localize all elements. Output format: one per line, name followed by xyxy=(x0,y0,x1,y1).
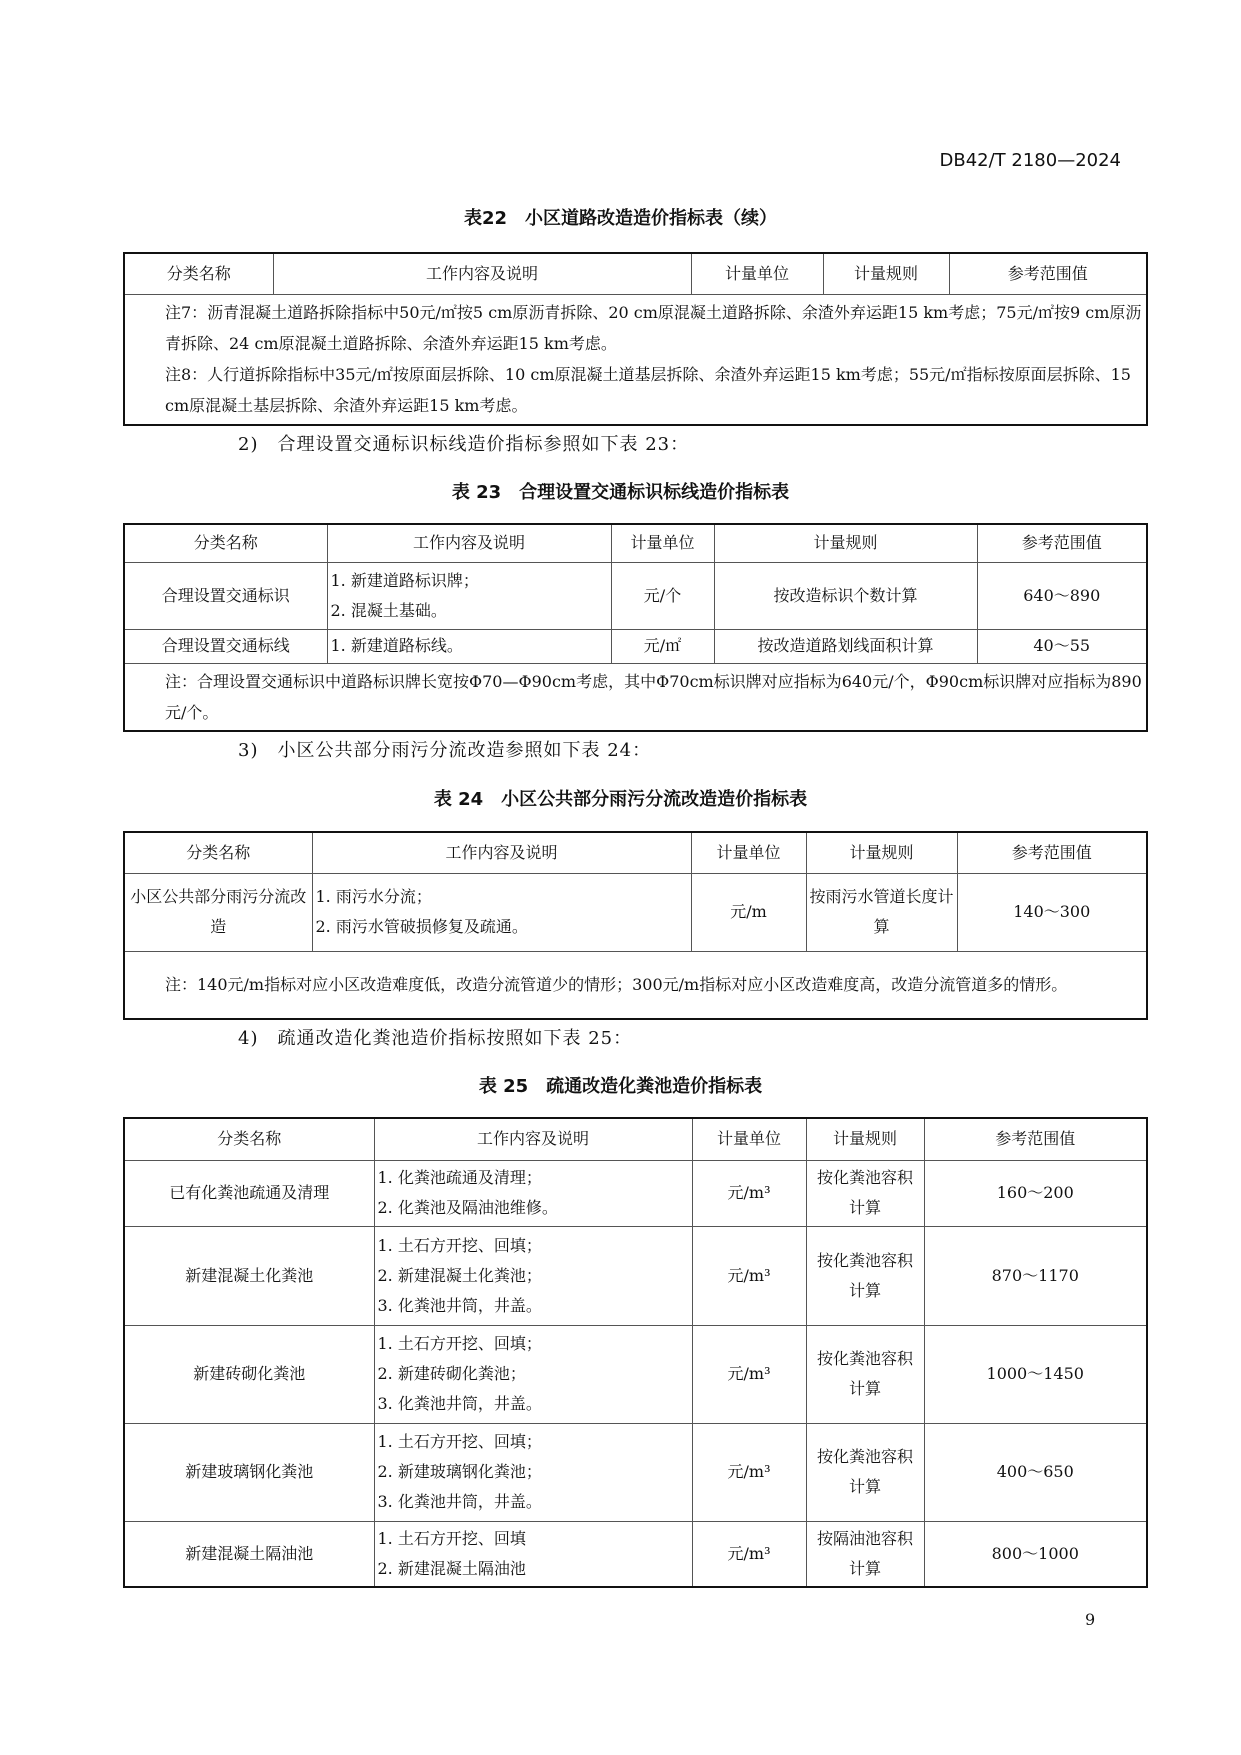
unit-cell: 元/m xyxy=(691,873,806,951)
table-row xyxy=(124,873,1147,951)
range-cell: 1000～1450 xyxy=(924,1325,1147,1423)
header-cell: 计量规则 xyxy=(823,253,949,294)
paragraph-2: 2) 合理设置交通标识标线造价指标参照如下表 23： xyxy=(238,434,690,455)
category-cell: 已有化粪池疏通及清理 xyxy=(124,1160,374,1226)
header-cell: 参考范围值 xyxy=(949,253,1147,294)
header-cell: 分类名称 xyxy=(124,524,327,562)
table-header-row xyxy=(124,524,1147,562)
table-row xyxy=(124,629,1147,663)
rule-cell: 按化粪池容积计算 xyxy=(806,1226,924,1325)
content-cell xyxy=(374,1423,692,1521)
table-notes xyxy=(124,294,1147,425)
content-line: 2. 化粪池及隔油池维修。 xyxy=(377,1198,558,1217)
table-22 xyxy=(123,252,1148,426)
content-line: 2. 新建玻璃钢化粪池； xyxy=(377,1462,542,1481)
content-line: 1. 新建道路标线。 xyxy=(330,636,463,655)
page-number: 9 xyxy=(1085,1610,1096,1629)
category-cell: 小区公共部分雨污分流改造 xyxy=(124,873,312,951)
table-note: 注：合理设置交通标识中道路标识牌长宽按Φ70—Φ90cm考虑，其中Φ70cm标识牌对应指标为640元/个，Φ90cm标识牌对应指标为890元/个。 xyxy=(124,663,1147,731)
header-cell: 工作内容及说明 xyxy=(327,524,611,562)
header-cell: 工作内容及说明 xyxy=(374,1118,692,1160)
table-row xyxy=(124,1521,1147,1587)
header-cell: 分类名称 xyxy=(124,832,312,873)
header-cell: 计量规则 xyxy=(806,832,957,873)
header-cell: 计量规则 xyxy=(714,524,977,562)
table-header-row xyxy=(124,1118,1147,1160)
table-25-title: 表 25 疏通改造化粪池造价指标表 xyxy=(478,1076,763,1097)
header-cell: 分类名称 xyxy=(124,253,273,294)
header-cell: 分类名称 xyxy=(124,1118,374,1160)
unit-cell: 元/m³ xyxy=(692,1160,806,1226)
content-cell xyxy=(374,1325,692,1423)
header-cell: 计量单位 xyxy=(691,253,823,294)
unit-cell: 元/m³ xyxy=(692,1423,806,1521)
range-cell: 40～55 xyxy=(977,629,1147,663)
range-cell: 400～650 xyxy=(924,1423,1147,1521)
content-line: 2. 新建混凝土隔油池 xyxy=(377,1558,526,1578)
header-cell: 工作内容及说明 xyxy=(273,253,691,294)
content-cell xyxy=(312,873,691,951)
note-7: 注7：沥青混凝土道路拆除指标中50元/㎡按5 cm原沥青拆除、20 cm原混凝土道路拆除、余渣外弃运距15 km考虑；75元/㎡按9 cm原沥青拆除、24 cm原混凝土道路拆除、余渣外弃运距15 km考虑。 xyxy=(165,303,1142,354)
unit-cell: 元/m³ xyxy=(692,1325,806,1423)
table-header-row xyxy=(124,832,1147,873)
header-cell: 参考范围值 xyxy=(924,1118,1147,1160)
content-line: 1. 土石方开挖、回填； xyxy=(377,1432,542,1451)
header-cell: 工作内容及说明 xyxy=(312,832,691,873)
content-cell xyxy=(374,1521,692,1587)
content-line: 1. 土石方开挖、回填； xyxy=(377,1334,542,1353)
header-cell: 参考范围值 xyxy=(977,524,1147,562)
range-cell: 140～300 xyxy=(957,873,1147,951)
rule-cell: 按改造标识个数计算 xyxy=(714,562,977,629)
standard-code: DB42/T 2180—2024 xyxy=(939,150,1121,171)
table-note: 注：140元/m指标对应小区改造难度低，改造分流管道少的情形；300元/m指标对应小区改造难度高，改造分流管道多的情形。 xyxy=(124,951,1147,1019)
content-line: 2. 混凝土基础。 xyxy=(330,600,447,620)
category-cell: 合理设置交通标识 xyxy=(124,562,327,629)
table-row xyxy=(124,562,1147,629)
table-24 xyxy=(123,831,1148,1020)
table-row xyxy=(124,1160,1147,1226)
category-cell: 新建砖砌化粪池 xyxy=(124,1325,374,1423)
rule-cell: 按化粪池容积计算 xyxy=(806,1423,924,1521)
content-line: 1. 新建道路标识牌； xyxy=(330,570,479,590)
content-line: 3. 化粪池井筒，井盖。 xyxy=(377,1394,542,1413)
range-cell: 870～1170 xyxy=(924,1226,1147,1325)
content-line: 2. 新建砖砌化粪池； xyxy=(377,1364,526,1383)
header-cell: 计量单位 xyxy=(611,524,714,562)
rule-cell: 按化粪池容积计算 xyxy=(806,1160,924,1226)
rule-cell: 按化粪池容积计算 xyxy=(806,1325,924,1423)
rule-cell: 按隔油池容积计算 xyxy=(806,1521,924,1587)
table-row xyxy=(124,1325,1147,1423)
unit-cell: 元/个 xyxy=(611,562,714,629)
table-24-title: 表 24 小区公共部分雨污分流改造造价指标表 xyxy=(433,789,808,810)
table-row xyxy=(124,1226,1147,1325)
content-line: 1. 化粪池疏通及清理； xyxy=(377,1168,542,1187)
content-line: 1. 土石方开挖、回填； xyxy=(377,1235,542,1255)
table-row xyxy=(124,1423,1147,1521)
rule-cell: 按改造道路划线面积计算 xyxy=(714,629,977,663)
header-cell: 计量单位 xyxy=(692,1118,806,1160)
table-header-row xyxy=(124,253,1147,294)
table-25 xyxy=(123,1117,1148,1588)
category-cell: 合理设置交通标线 xyxy=(124,629,327,663)
note-8: 注8：人行道拆除指标中35元/㎡按原面层拆除、10 cm原混凝土道基层拆除、余渣外弃运距15 km考虑；55元/㎡指标按原面层拆除、15 cm原混凝土基层拆除、余渣外弃运距15 km考虑。 xyxy=(165,365,1131,416)
category-cell: 新建玻璃钢化粪池 xyxy=(124,1423,374,1521)
content-cell xyxy=(327,629,611,663)
unit-cell: 元/m³ xyxy=(692,1226,806,1325)
content-line: 1. 雨污水分流； xyxy=(315,887,432,906)
content-cell xyxy=(374,1226,692,1325)
range-cell: 640～890 xyxy=(977,562,1147,629)
rule-cell: 按雨污水管道长度计算 xyxy=(806,873,957,951)
category-cell: 新建混凝土隔油池 xyxy=(124,1521,374,1587)
content-line: 1. 土石方开挖、回填 xyxy=(377,1528,526,1548)
paragraph-3: 3) 小区公共部分雨污分流改造参照如下表 24： xyxy=(238,740,652,761)
content-line: 2. 雨污水管破损修复及疏通。 xyxy=(315,917,528,936)
content-cell xyxy=(374,1160,692,1226)
header-cell: 参考范围值 xyxy=(957,832,1147,873)
content-cell xyxy=(327,562,611,629)
unit-cell: 元/㎡ xyxy=(611,629,714,663)
range-cell: 800～1000 xyxy=(924,1521,1147,1587)
content-line: 3. 化粪池井筒，井盖。 xyxy=(377,1295,542,1315)
header-cell: 计量单位 xyxy=(691,832,806,873)
category-cell: 新建混凝土化粪池 xyxy=(124,1226,374,1325)
unit-cell: 元/m³ xyxy=(692,1521,806,1587)
content-line: 3. 化粪池井筒，井盖。 xyxy=(377,1492,542,1511)
header-cell: 计量规则 xyxy=(806,1118,924,1160)
content-line: 2. 新建混凝土化粪池； xyxy=(377,1265,542,1285)
table-23 xyxy=(123,523,1148,732)
range-cell: 160～200 xyxy=(924,1160,1147,1226)
paragraph-4: 4) 疏通改造化粪池造价指标按照如下表 25： xyxy=(238,1028,633,1049)
table-23-title: 表 23 合理设置交通标识标线造价指标表 xyxy=(451,482,790,503)
table-22-title: 表22 小区道路改造造价指标表（续） xyxy=(463,208,778,229)
